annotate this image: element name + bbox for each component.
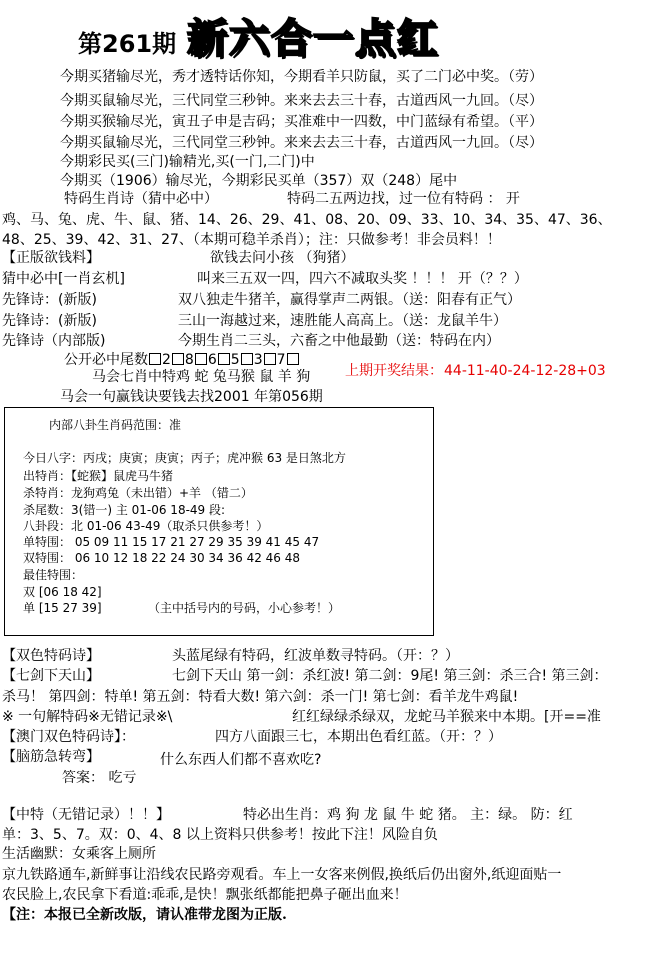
poem-label: 先锋诗（内部版) xyxy=(2,333,106,349)
brand-title: 新六合一点红 xyxy=(187,16,439,62)
aomen-text: 四方八面跟三七，本期出色看红蓝。（开：？） xyxy=(215,729,502,745)
qijian-label: 【七剑下天山】 xyxy=(2,668,100,684)
tail-number: 2 xyxy=(162,352,171,368)
box-row: 单 [15 27 39] xyxy=(23,601,102,615)
tail-number: 3 xyxy=(253,352,263,368)
tail-number: 5 xyxy=(230,352,240,368)
shuangse-text: 头蓝尾绿有特码，红波单数寻特码。（开：？） xyxy=(172,648,459,664)
poem-label: 先锋诗：(新版) xyxy=(2,292,97,308)
square-icon xyxy=(195,353,207,365)
box-row: 八卦段：北 01-06 43-49（取杀只供参考！） xyxy=(23,519,269,533)
horse-phrase-line: 马会一句赢钱诀要钱去找2001 年第056期 xyxy=(60,389,323,405)
box-note: （主中括号内的号码，小心参考！） xyxy=(148,601,341,615)
poem-label: 先锋诗：(新版) xyxy=(2,313,97,329)
tail-number-line xyxy=(64,352,300,369)
naojin-answer: 答案： 吃亏 xyxy=(62,770,137,786)
box-row: 单特围： 05 09 11 15 17 21 27 29 35 39 41 45 47 xyxy=(23,535,320,549)
zhengban-text: 欲钱去问小孩 （狗猪） xyxy=(210,250,355,266)
zhongte-text-2: 单：3、5、7。双：0、4、8 以上资料只供参考！按此下注！风险自负 xyxy=(2,827,438,843)
tail-number: 6 xyxy=(207,352,217,368)
humor-title: 生活幽默：女乘客上厕所 xyxy=(2,846,156,862)
qijian-text: 七剑下天山 第一剑：杀红波! 第二剑：9尾! 第三剑：杀三合! 第三剑： xyxy=(172,668,608,684)
poem-text: 三山一海越过来，速胜能人高高上。（送：龙鼠羊牛） xyxy=(178,313,507,329)
humor-text: 农民脸上,农民拿下看道:乖乖,是快！飘张纸都能把鼻子砸出血来！ xyxy=(2,887,408,903)
box-row: 今日八字：丙戌；庚寅；庚寅；丙子；虎冲猴 63 是日煞北方 xyxy=(23,451,346,465)
last-result-label: 上期开奖结果： xyxy=(345,363,443,379)
numbers-line: 鸡、马、兔、虎、牛、鼠、猪、14、26、29、41、08、20、09、33、10、34、35、47、36、 xyxy=(2,212,612,228)
numbers-line: 48、25、39、42、31、27、（本期可稳羊杀肖）；注：只做参考！非会员料！！ xyxy=(2,232,501,248)
box-row: 出特肖：【蛇猴】鼠虎马牛猪 xyxy=(23,469,174,483)
square-icon xyxy=(172,353,184,365)
qijian-text-2: 杀马！ 第四剑：特单! 第五剑：特看大数! 第六剑：杀一门! 第七剑：看羊龙牛鸡鼠! xyxy=(2,689,519,705)
square-icon xyxy=(149,353,161,365)
edition-note: 【注：本报已全新改版，请认准带龙图为正版. xyxy=(2,907,287,923)
poem-text: 双八独走牛猪羊，赢得掌声二两银。（送：阳春有正气） xyxy=(178,292,521,308)
special-poem-label: 特码生肖诗（猜中必中） xyxy=(64,191,218,207)
zhongte-text: 特必出生肖：鸡 狗 龙 鼠 牛 蛇 猪。 主：绿。 防：红 xyxy=(243,807,573,823)
box-row: 杀特肖：龙狗鸡兔（未出错）+羊 （错二） xyxy=(23,486,253,500)
square-icon xyxy=(241,353,253,365)
square-icon xyxy=(264,353,276,365)
intro-line: 今期买猴输尽光，寅丑子申是吉码；买准难中一四数，中门蓝绿有希望。（平） xyxy=(60,114,543,130)
box-row: 最佳特围： xyxy=(23,568,84,582)
intro-line: 今期买鼠输尽光，三代同堂三秒钟。来来去去三十春，古道西风一九回。（尽） xyxy=(60,135,543,151)
intro-line: 今期买猪输尽光，秀才透特话你知，今期看羊只防鼠，买了二门必中奖。（劳） xyxy=(60,69,543,85)
square-icon xyxy=(218,353,230,365)
square-icon xyxy=(287,353,299,365)
tail-number: 7 xyxy=(276,352,286,368)
box-row: 双 [06 18 42] xyxy=(23,585,102,599)
tail-number: 8 xyxy=(184,352,194,368)
box-row: 杀尾数：3(错一) 主 01-06 18-49 段: xyxy=(23,503,226,517)
jiete-text: 红红绿绿杀绿双，龙蛇马羊猴来中本期。[开==准 xyxy=(292,709,601,725)
tail-number-label: 公开必中尾数 xyxy=(64,352,148,368)
naojin-question: 什么东西人们都不喜欢吃? xyxy=(160,752,322,768)
jiete-label: ※ 一句解特码※无错记录※\ xyxy=(2,709,173,725)
intro-line: 今期买（1906）输尽光，今期彩民买单（357）双（248）尾中 xyxy=(60,173,458,189)
humor-text: 京九铁路通车,新鲜事让沿线农民路旁观看。车上一女客来例假,换纸后仍出窗外,纸迎面贴一 xyxy=(2,867,562,883)
intro-line: 今期买鼠输尽光，三代同堂三秒钟。来来去去三十春，古道西风一九回。（尽） xyxy=(60,93,543,109)
last-result-numbers: 44-11-40-24-12-28+03 xyxy=(444,363,606,379)
guess-label: 猜中必中[一肖玄机] xyxy=(2,271,125,287)
box-title: 内部八卦生肖码范围：准 xyxy=(49,418,182,432)
horse-seven-line: 马会七肖中特鸡 蛇 兔马猴 鼠 羊 狗 xyxy=(92,369,311,385)
guess-text: 叫来三五双一四，四六不减取头奖 ！！！ 开（？？） xyxy=(197,271,528,287)
shuangse-label: 【双色特码诗】 xyxy=(2,648,100,664)
zhengban-label: 【正版欲钱料】 xyxy=(2,250,100,266)
naojin-label: 【脑筋急转弯】 xyxy=(2,749,100,765)
intro-line: 今期彩民买(三门)输精光,买(一门,二门)中 xyxy=(60,154,315,170)
special-poem-text: 特码二五两边找，过一位有特码 ： 开 xyxy=(287,191,520,207)
box-row: 双特围： 06 10 12 18 22 24 30 34 36 42 46 48 xyxy=(23,551,301,565)
poem-text: 今期生肖二三头，六畜之中他最勤（送：特码在内） xyxy=(178,333,500,349)
aomen-label: 【澳门双色特码诗】： xyxy=(2,729,135,745)
zhongte-label: 【中特（无错记录）！！】 xyxy=(2,807,170,823)
period-number: 第261期 xyxy=(78,30,177,58)
